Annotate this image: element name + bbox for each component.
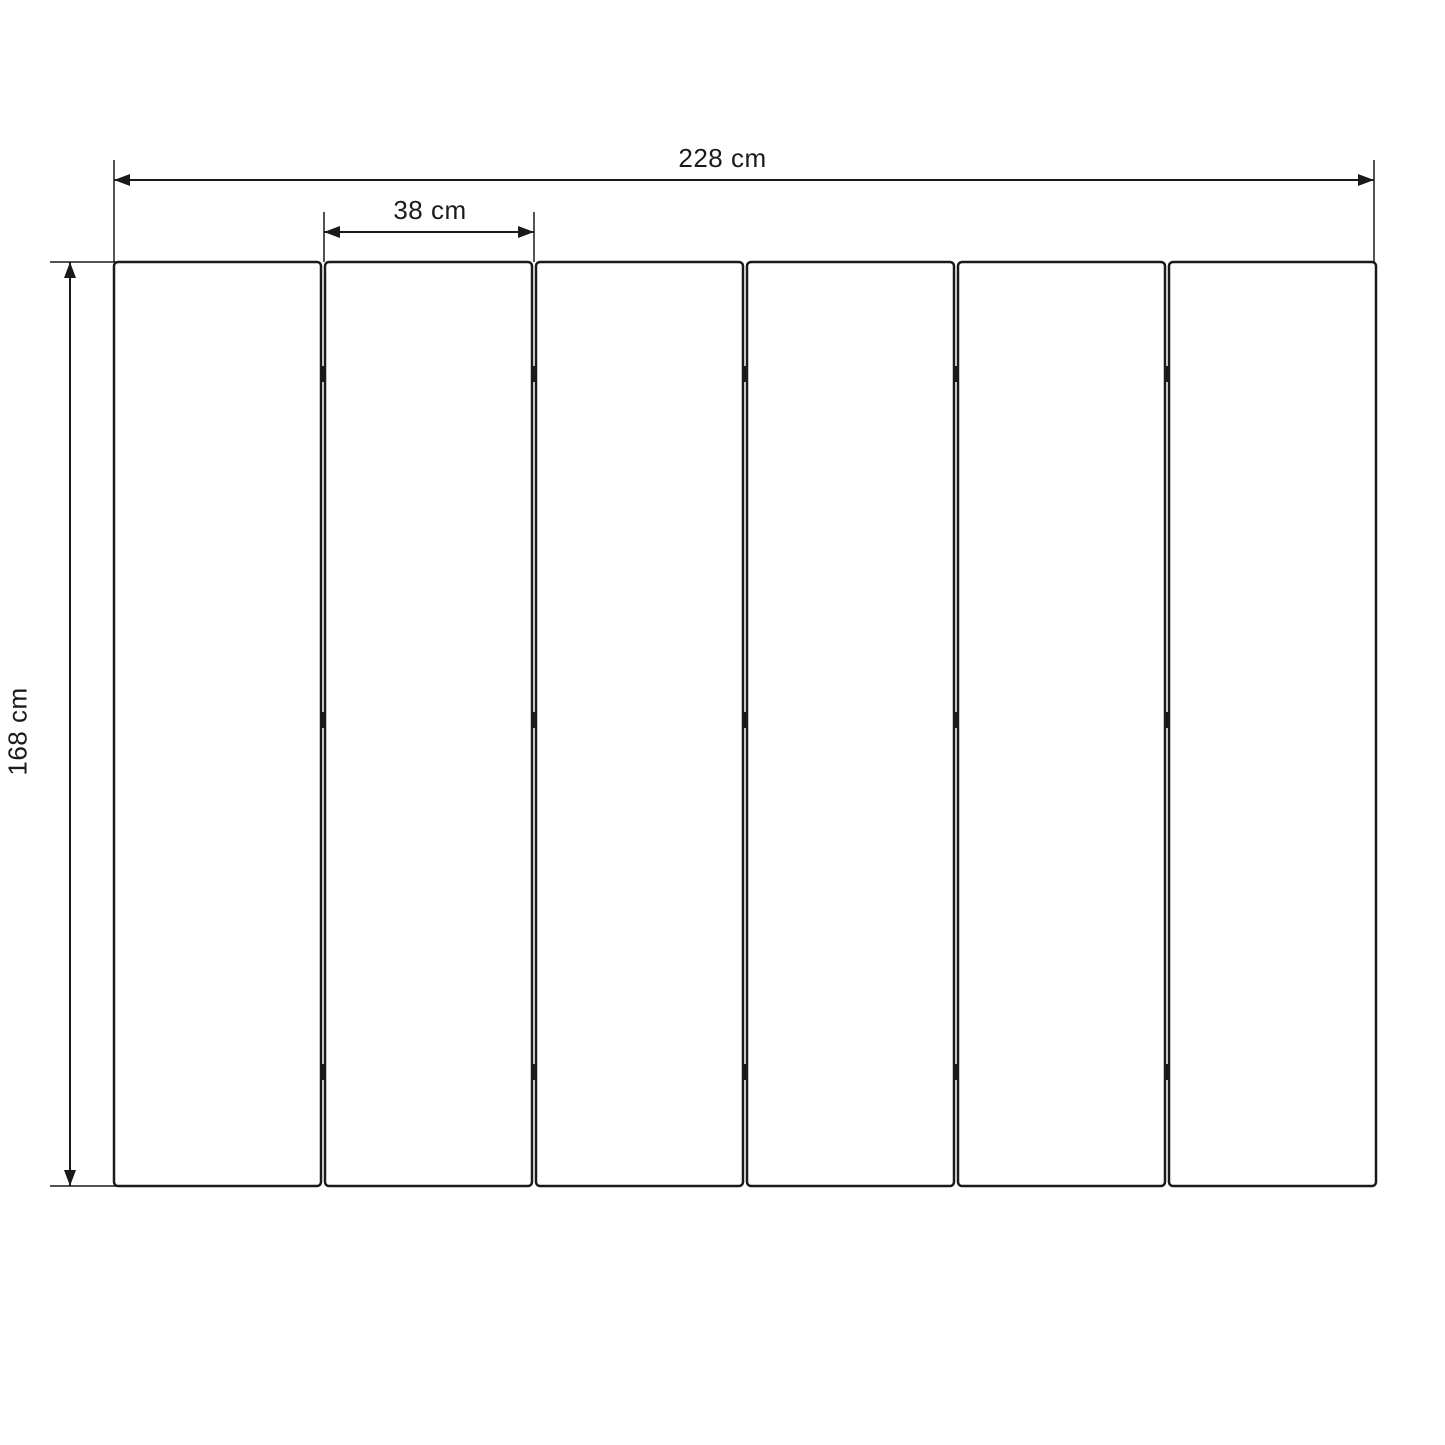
hinge-icon [742,366,748,382]
panel-4 [747,262,954,1186]
hinge-icon [320,1064,326,1080]
hinge-icon [953,712,959,728]
hinge-icon [953,366,959,382]
hinge-icon [953,1064,959,1080]
panel-1 [114,262,321,1186]
panel-width-label: 38 cm [393,195,467,225]
hinge-icon [1164,1064,1170,1080]
height-dimension [50,262,120,1186]
hinge-icon [531,712,537,728]
height-label: 168 cm [2,687,33,776]
hinge-icon [742,712,748,728]
overall-width-label: 228 cm [678,143,767,173]
hinge-icon [531,1064,537,1080]
hinge-icon [320,712,326,728]
hinge-icon [1164,712,1170,728]
hinge-icon [1164,366,1170,382]
hinge-icon [531,366,537,382]
hinge-icon [742,1064,748,1080]
panel-5 [958,262,1165,1186]
hinge-icon [320,366,326,382]
panel-6 [1169,262,1376,1186]
overall-width-dimension [114,160,1374,262]
panel-2 [325,262,532,1186]
panel-3 [536,262,743,1186]
